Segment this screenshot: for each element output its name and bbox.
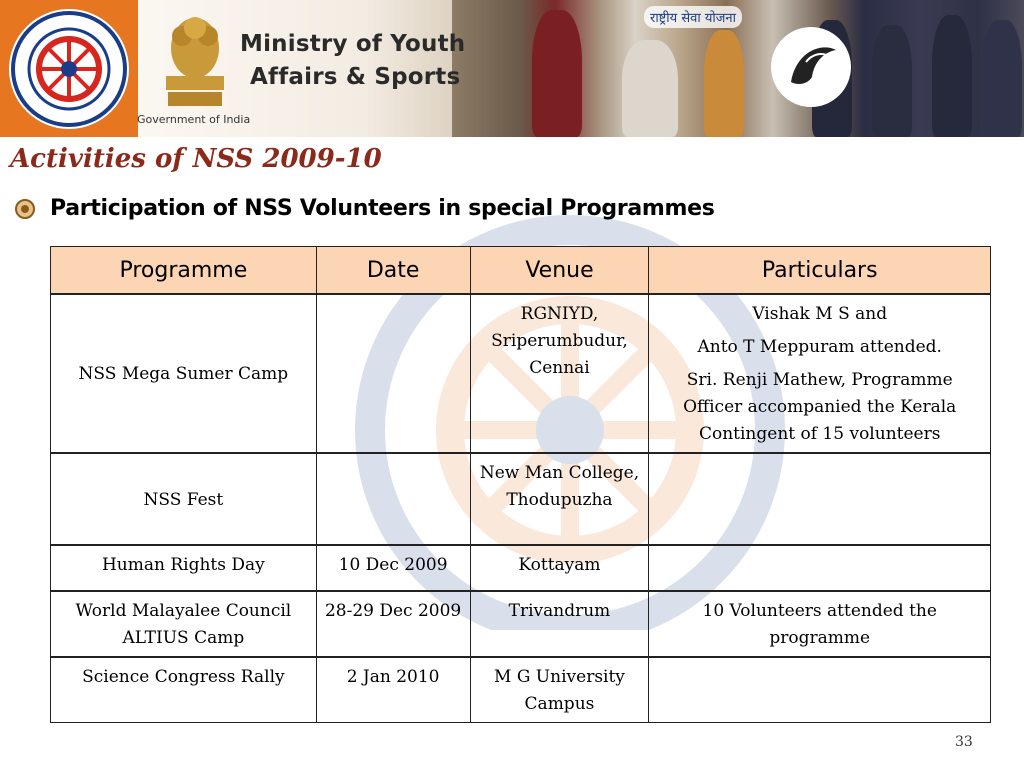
cell-venue: Kottayam — [470, 545, 649, 591]
particulars-line: Anto T Meppuram attended. — [697, 337, 942, 357]
cell-date: 28-29 Dec 2009 — [316, 591, 470, 657]
dove-logo-icon — [766, 22, 856, 112]
government-label: Government of India — [137, 113, 251, 126]
table-header-row — [51, 247, 991, 295]
cell-date — [316, 294, 470, 453]
page-number: 33 — [955, 734, 973, 750]
cell-venue — [470, 294, 649, 453]
header-banner — [0, 0, 1024, 137]
nss-logo-icon — [6, 6, 132, 132]
cell-venue: Trivandrum — [470, 591, 649, 657]
cell-date: 2 Jan 2010 — [316, 657, 470, 723]
bullet-text: Participation of NSS Volunteers in special Programmes — [50, 196, 715, 221]
table-row — [51, 657, 991, 723]
cell-programme: Human Rights Day — [51, 545, 317, 591]
cell-particulars — [649, 294, 991, 453]
cell-date — [316, 453, 470, 545]
venue-line: Cennai — [529, 358, 590, 378]
header-programme: Programme — [51, 247, 317, 295]
cell-particulars — [649, 657, 991, 723]
cell-programme: World Malayalee Council ALTIUS Camp — [51, 591, 317, 657]
bullet-icon — [14, 198, 36, 220]
ashoka-emblem-icon — [160, 6, 230, 110]
table-row — [51, 591, 991, 657]
cell-venue: M G University Campus — [470, 657, 649, 723]
particulars-line: Vishak M S and — [752, 304, 888, 324]
header-particulars: Particulars — [649, 247, 991, 295]
ministry-title — [240, 28, 465, 94]
cell-programme: Science Congress Rally — [51, 657, 317, 723]
nss-sign: राष्ट्रीय सेवा योजना — [644, 6, 742, 28]
venue-line: Sriperumbudur, — [491, 331, 628, 351]
cell-venue: New Man College, Thodupuzha — [470, 453, 649, 545]
cell-programme: NSS Fest — [51, 453, 317, 545]
slide-title: Activities of NSS 2009-10 — [10, 144, 382, 174]
ministry-line2: Affairs & Sports — [250, 64, 461, 90]
cell-particulars — [649, 545, 991, 591]
programmes-table — [50, 246, 991, 723]
cell-particulars — [649, 453, 991, 545]
cell-programme: NSS Mega Sumer Camp — [51, 294, 317, 453]
header-venue: Venue — [470, 247, 649, 295]
table-row — [51, 453, 991, 545]
bullet-heading — [14, 196, 715, 221]
venue-line: RGNIYD, — [520, 304, 599, 324]
table-row — [51, 294, 991, 453]
header-date: Date — [316, 247, 470, 295]
cell-particulars: 10 Volunteers attended the programme — [649, 591, 991, 657]
table-row — [51, 545, 991, 591]
ministry-line1: Ministry of Youth — [240, 31, 466, 57]
cell-date: 10 Dec 2009 — [316, 545, 470, 591]
particulars-line: Sri. Renji Mathew, Programme Officer accompanied the Kerala Contingent of 15 volunteers — [683, 370, 957, 444]
